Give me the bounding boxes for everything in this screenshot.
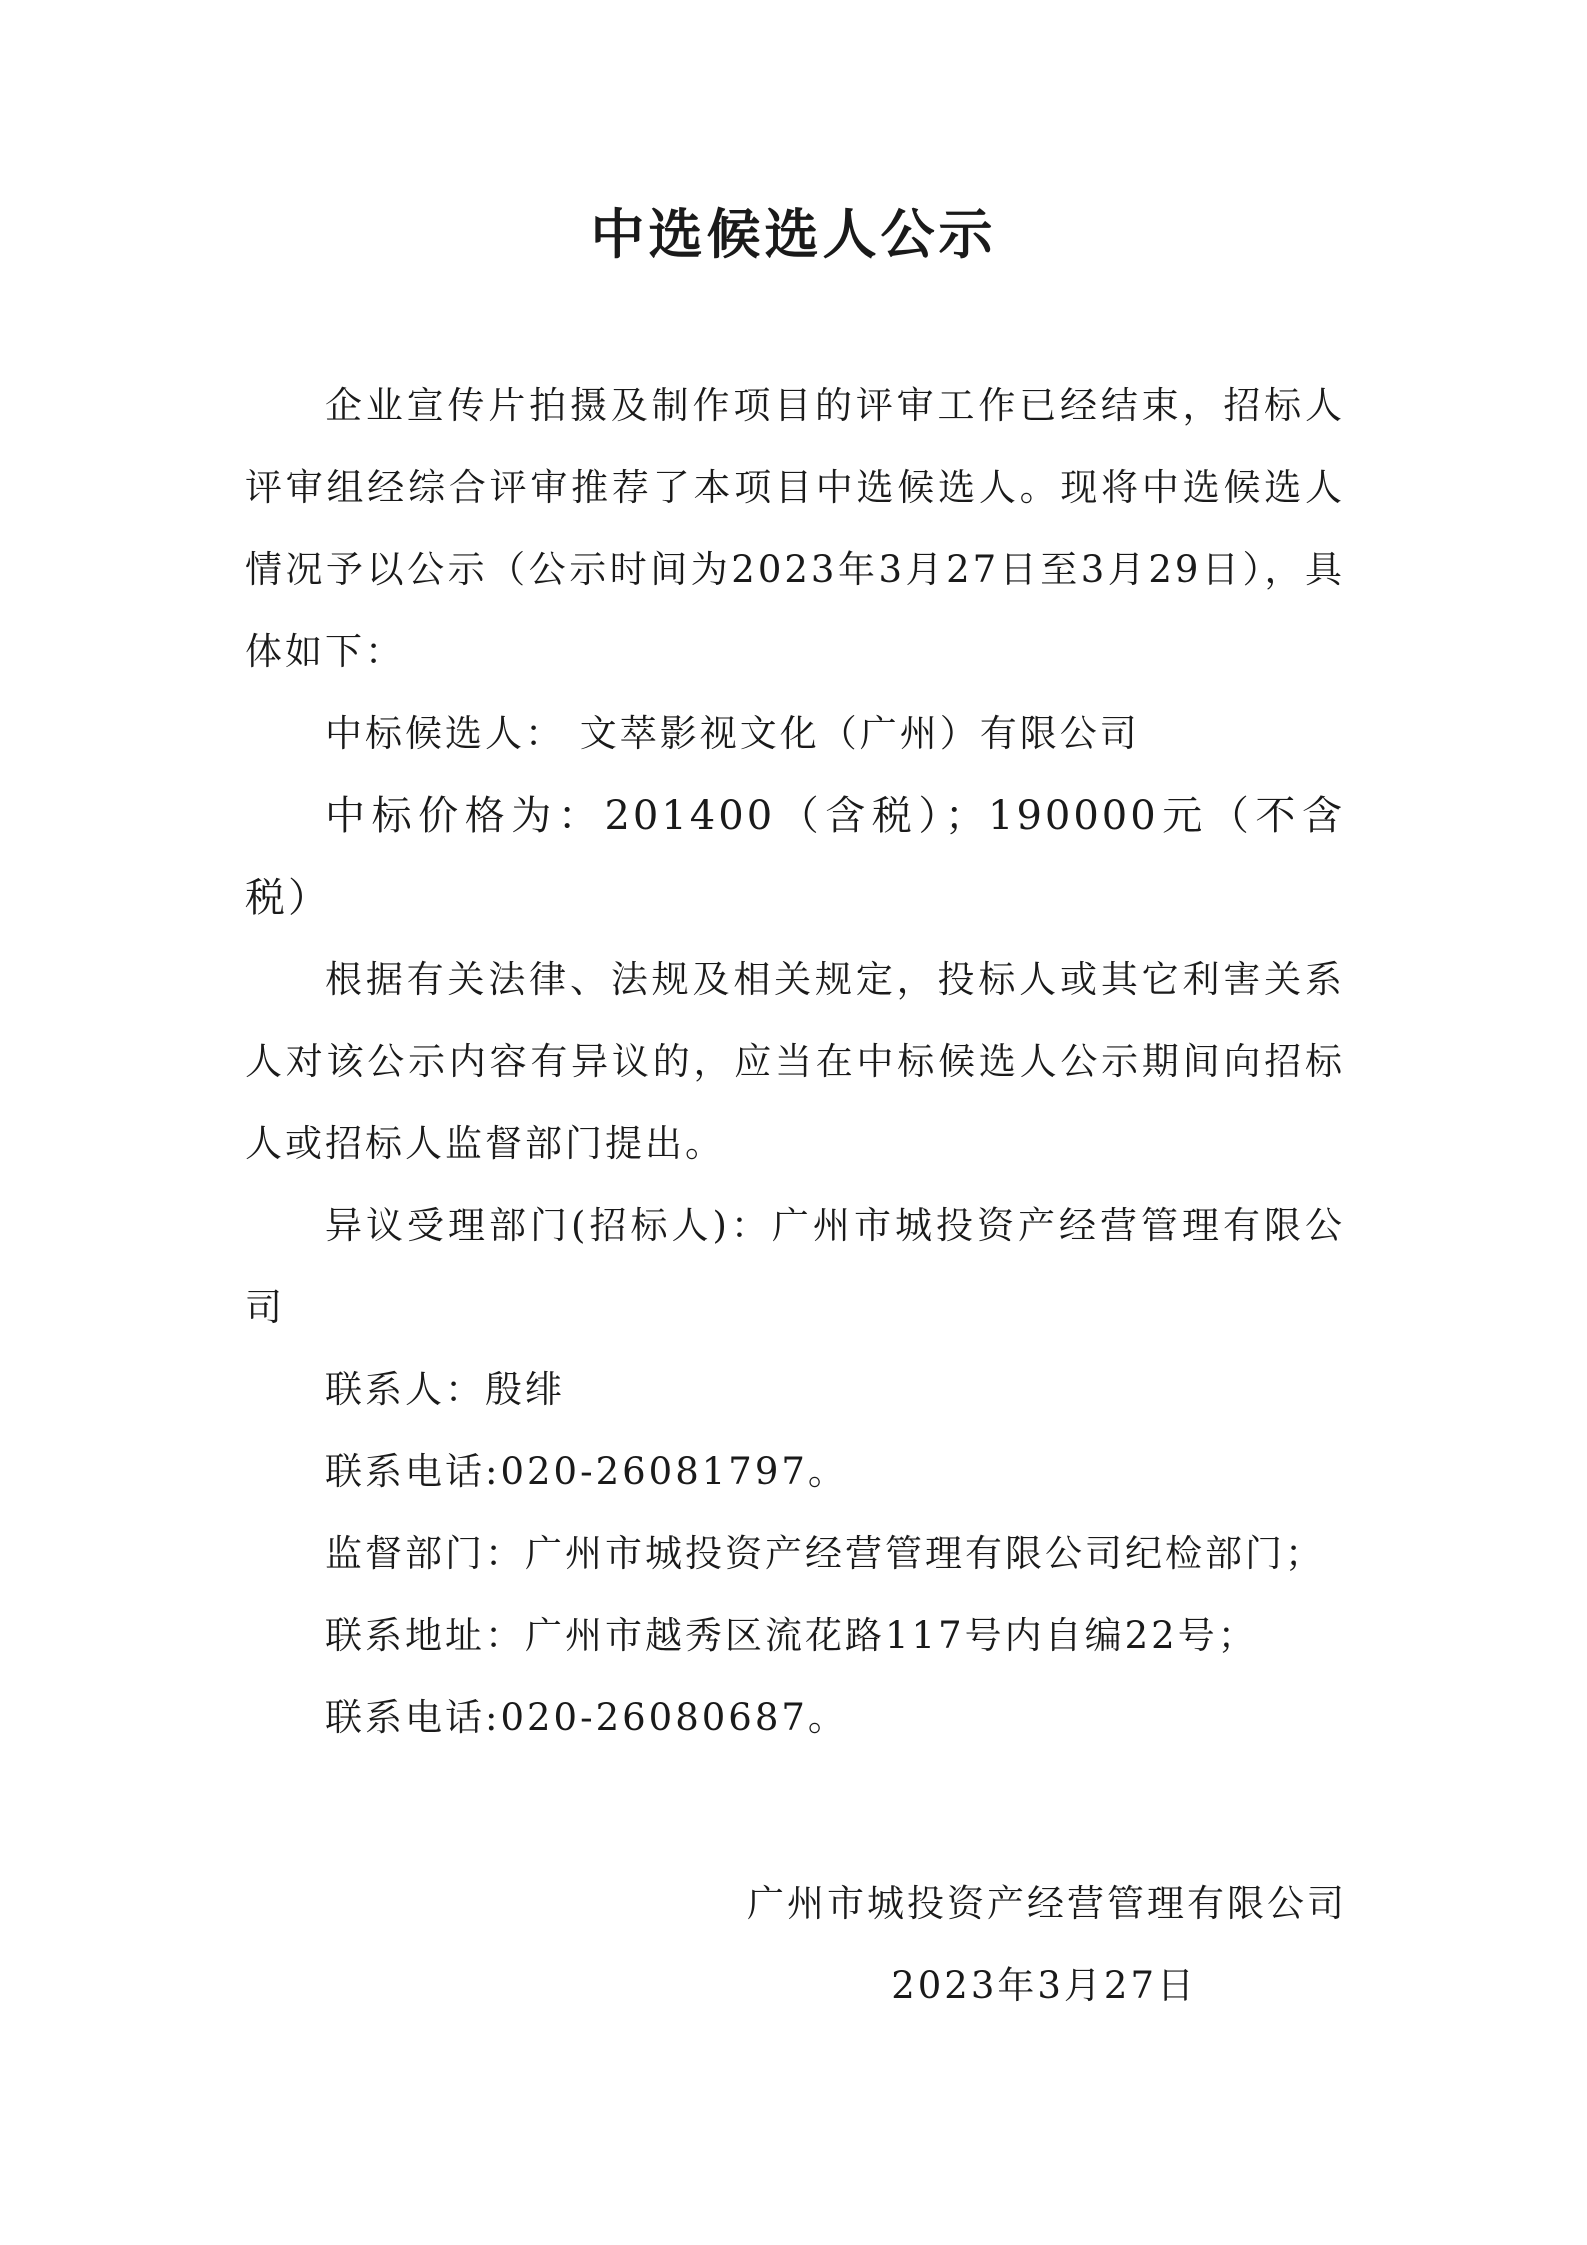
- objection-rules-paragraph: 根据有关法律、法规及相关规定，投标人或其它利害关系人对该公示内容有异议的，应当在中标候选人公示期间向招标人或招标人监督部门提出。: [245, 958, 1345, 1165]
- document-body: [245, 365, 1345, 1759]
- signature-date: 2023年3月27日: [891, 1964, 1197, 2007]
- supervision-phone-line: 联系电话:020-26080687。: [325, 1696, 848, 1739]
- objection-dept-line: 异议受理部门(招标人)：广州市城投资产经营管理有限公司: [245, 1204, 1345, 1329]
- candidate-line: 中标候选人： 文萃影视文化（广州）有限公司: [325, 712, 1140, 755]
- page-title: 中选候选人公示: [590, 203, 997, 266]
- signature-block: [747, 1863, 1347, 2027]
- contact-phone-line: 联系电话:020-26081797。: [325, 1450, 848, 1493]
- address-line: 联系地址：广州市越秀区流花路117号内自编22号；: [325, 1614, 1258, 1657]
- price-line: 中标价格为：201400（含税）；190000元（不含税）: [245, 793, 1345, 921]
- intro-paragraph: 企业宣传片拍摄及制作项目的评审工作已经结束，招标人评审组经综合评审推荐了本项目中选候选人。现将中选候选人情况予以公示（公示时间为2023年3月27日至3月29日），具体如下：: [245, 384, 1345, 673]
- contact-person-line: 联系人：殷绯: [325, 1368, 565, 1411]
- signature-company: 广州市城投资产经营管理有限公司: [747, 1882, 1347, 1925]
- supervision-dept-line: 监督部门：广州市城投资产经营管理有限公司纪检部门；: [325, 1532, 1325, 1575]
